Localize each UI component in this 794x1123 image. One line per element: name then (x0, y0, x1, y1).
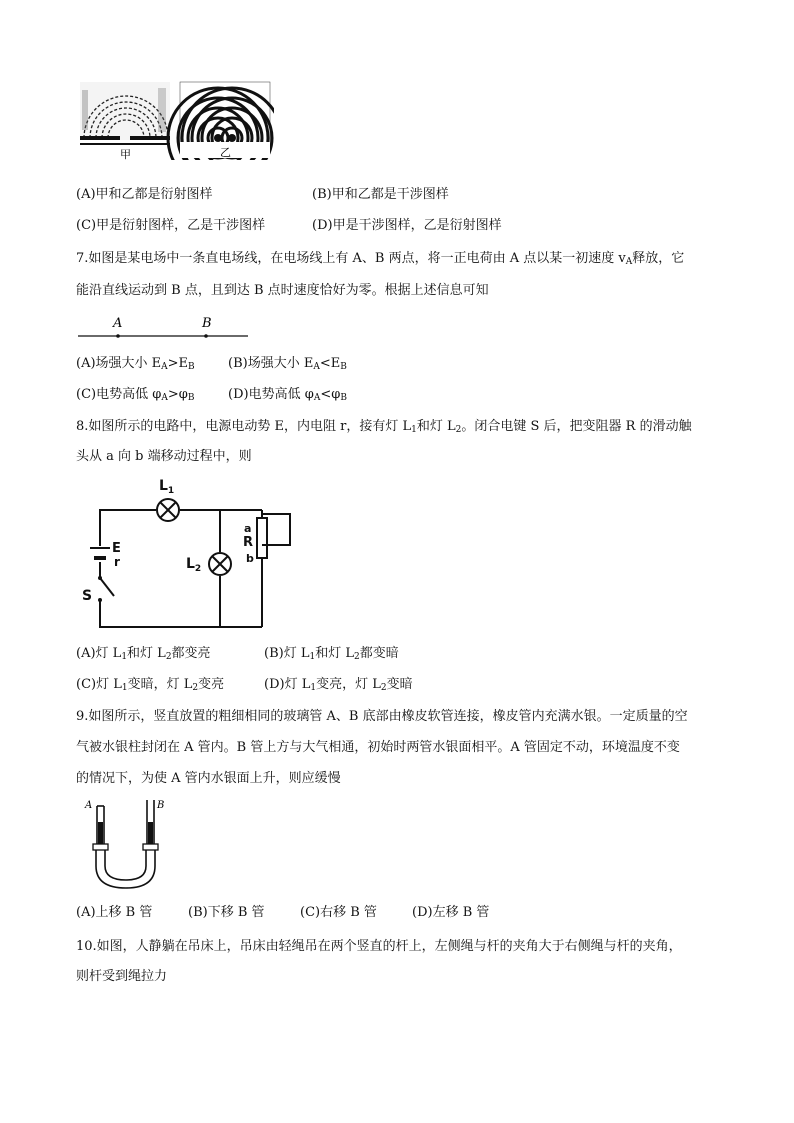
q8-stem-line-2: 头从 a 向 b 端移动过程中，则 (76, 449, 252, 464)
q8-option-a[interactable]: (A)灯 $L_1$和灯 $L_2$都变亮 (76, 646, 211, 662)
point-a-label: A (113, 316, 123, 331)
lamp-l1-label: $L_1$ (159, 478, 175, 496)
q9-option-c[interactable]: (C)右移 B 管 (300, 905, 377, 920)
q9-option-d[interactable]: (D)左移 B 管 (412, 905, 490, 920)
q6-option-d[interactable]: (D)甲是干涉图样，乙是衍射图样 (312, 218, 502, 233)
q10-stem-line-1: 10.如图，人静躺在吊床上，吊床由轻绳吊在两个竖直的杆上，左侧绳与杆的夹角大于右侧绳与杆的夹角， (76, 939, 682, 954)
pattern-jia-label: 甲 (120, 148, 131, 160)
tube-a-label: A (85, 800, 93, 811)
q9-stem-line-1: 9.如图所示，竖直放置的粗细相同的玻璃管 A、B 底部由橡皮软管连接，橡皮管内充满水银。一定质量的空 (76, 709, 688, 724)
emf-label: E (112, 541, 121, 556)
rheostat-a-label: a (244, 522, 252, 535)
q7-option-c[interactable]: (C)电势高低 $\varphi_A>\varphi_B$ (76, 387, 195, 403)
q7-option-a[interactable]: (A)场强大小 $E_A>E_B$ (76, 356, 195, 372)
q6-option-a[interactable]: (A)甲和乙都是衍射图样 (76, 187, 213, 202)
q8-option-c[interactable]: (C)灯 $L_1$变暗，灯 $L_2$变亮 (76, 677, 225, 693)
q7-stem-line-1: 7.如图是某电场中一条直电场线，在电场线上有 A、B 两点，将一正电荷由 A 点以某一初速度 $v_A$释放，它 (76, 251, 685, 267)
q6-option-c[interactable]: (C)甲是衍射图样，乙是干涉图样 (76, 218, 266, 233)
q7-option-b[interactable]: (B)场强大小 $E_A<E_B$ (228, 356, 347, 372)
lamp-l2-label: $L_2$ (186, 556, 202, 574)
internal-resistance-label: r (114, 555, 120, 569)
q6-option-b[interactable]: (B)甲和乙都是干涉图样 (312, 187, 449, 202)
rheostat-r-label: R (243, 535, 254, 550)
q8-option-b[interactable]: (B)灯 $L_1$和灯 $L_2$都变暗 (264, 646, 399, 662)
q8-option-d[interactable]: (D)灯 $L_1$变亮，灯 $L_2$变暗 (264, 677, 413, 693)
pattern-yi-label: 乙 (220, 146, 231, 159)
q9-stem-line-2: 气被水银柱封闭在 A 管内。B 管上方与大气相通，初始时两管水银面相平。A 管固定不动，环境温度不变 (76, 740, 680, 755)
q8-stem-line-1: 8.如图所示的电路中，电源电动势 E，内电阻 r，接有灯 $L_1$和灯 $L_2$。闭合电键 S 后，把变阻器 R 的滑动触 (76, 419, 692, 435)
q9-option-a[interactable]: (A)上移 B 管 (76, 905, 153, 920)
circuit-diagram-figure (76, 470, 308, 636)
tube-b-label: B (157, 800, 165, 811)
diffraction-pattern-figure (78, 80, 274, 160)
q7-stem-line-2: 能沿直线运动到 B 点，且到达 B 点时速度恰好为零。根据上述信息可知 (76, 283, 489, 298)
pattern-jia (80, 82, 170, 145)
rheostat-b-label: b (246, 552, 254, 565)
u-tube-figure (84, 796, 174, 896)
electric-field-line-figure (76, 310, 252, 342)
q9-stem-line-3: 的情况下，为使 A 管内水银面上升，则应缓慢 (76, 771, 341, 786)
q7-option-d[interactable]: (D)电势高低 $\varphi_A<\varphi_B$ (228, 387, 347, 403)
q10-stem-line-2: 则杆受到绳拉力 (76, 969, 168, 984)
q9-option-b[interactable]: (B)下移 B 管 (188, 905, 265, 920)
switch-label: S (82, 588, 93, 604)
point-b-label: B (202, 316, 212, 331)
